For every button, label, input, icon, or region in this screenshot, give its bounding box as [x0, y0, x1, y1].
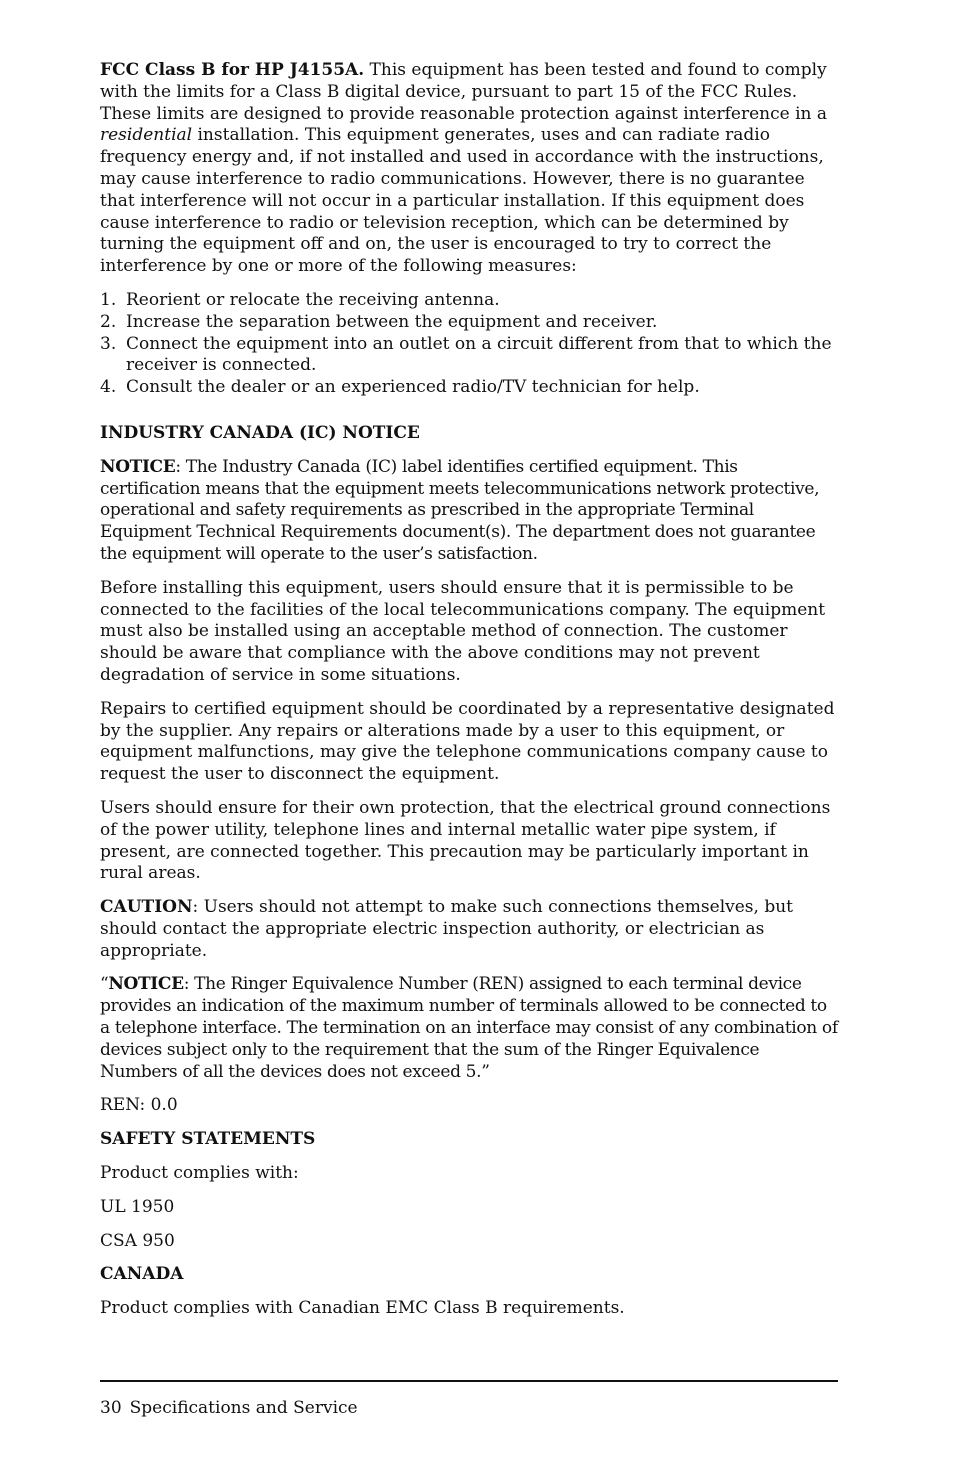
list-text: Reorient or relocate the receiving antenna.	[126, 289, 500, 310]
ren-notice-text: : The Ringer Equivalence Number (REN) assigned to each terminal device provides an indication of the maximum number of terminals allowed to be connected to a telephone interface. The termination on an interface may consist of any combination of devices subject only to the requirement that the sum of the Ringer Equivalence Numbers of all the devices does not exceed 5.”	[100, 974, 838, 1082]
page-number: 30	[100, 1398, 122, 1418]
ic-repairs-paragraph: Repairs to certified equipment should be coordinated by a representative designated by the supplier. Any repairs or alterations made by a user to this equipment, or equipment malfunctions, may give the telephone communications company cause to request the user to disconnect the equipment.	[100, 698, 835, 785]
ic-ground-paragraph: Users should ensure for their own protection, that the electrical ground connections of the power utility, telephone lines and internal metallic water pipe system, if present, are connected together. This precaution may be particularly important in rural areas.	[100, 797, 831, 884]
list-number: 3.	[100, 333, 117, 354]
fcc-paragraph	[100, 60, 838, 278]
canada-text: Product complies with Canadian EMC Class B requirements.	[100, 1298, 625, 1319]
fcc-measures-list	[100, 290, 838, 399]
ic-heading: INDUSTRY CANADA (IC) NOTICE	[100, 422, 420, 443]
ren-value: REN: 0.0	[100, 1095, 178, 1116]
ic-notice-paragraph	[100, 457, 838, 566]
safety-heading: SAFETY STATEMENTS	[100, 1129, 316, 1150]
list-number: 1.	[100, 289, 117, 310]
footer-section-title: Specifications and Service	[129, 1398, 358, 1418]
ic-install-paragraph: Before installing this equipment, users should ensure that it is permissible to be connected to the facilities of the local telecommunications company. The equipment must also be installed using an acceptable method of connection. The customer should be aware that compliance with the above conditions may not prevent degradation of service in some situations.	[100, 577, 826, 685]
footer-divider	[100, 1380, 838, 1382]
canada-heading: CANADA	[100, 1264, 184, 1285]
list-number: 4.	[100, 377, 117, 398]
fcc-text-1: This equipment has been tested and found to comply with the limits for a Class B digital device, pursuant to part 15 of the FCC Rules. These limits are designed to provide reasonable protection against interference in a	[100, 60, 827, 124]
fcc-text-2: installation. This equipment generates, uses and can radiate radio frequency energy and, if not installed and used in accordance with the instructions, may cause interference to radio communications. However, there is no guarantee that interference will not occur in a particular installation. If this equipment does cause interference to radio or television reception, which can be determined by turning the equipment off and on, the user is encouraged to try to correct the interference by one or more of the following measures:	[100, 125, 824, 277]
ren-notice-label: NOTICE	[108, 974, 184, 995]
fcc-heading: FCC Class B for HP J4155A.	[100, 60, 365, 80]
document-page	[100, 60, 838, 1332]
list-item	[100, 377, 838, 399]
fcc-italic-residential: residential	[100, 125, 193, 146]
list-item	[100, 290, 838, 312]
list-text: Connect the equipment into an outlet on a circuit different from that to which the receiver is connected.	[126, 333, 832, 376]
notice-text: : The Industry Canada (IC) label identifies certified equipment. This certification means that the equipment meets telecommunications network protective, operational and safety requirements as prescribed in the appropriate Terminal Equipment Technical Requirements document(s). The department does not guarantee the equipment will operate to the user’s satisfaction.	[100, 456, 820, 564]
list-item	[100, 334, 838, 378]
list-item	[100, 312, 838, 334]
list-text: Increase the separation between the equipment and receiver.	[126, 311, 658, 332]
safety-intro: Product complies with:	[100, 1163, 299, 1184]
safety-item-ul: UL 1950	[100, 1196, 175, 1217]
ren-notice-paragraph	[100, 974, 838, 1083]
list-text: Consult the dealer or an experienced radio/TV technician for help.	[126, 377, 700, 398]
caution-text: : Users should not attempt to make such connections themselves, but should contact the appropriate electric inspection authority, or electrician as appropriate.	[100, 897, 793, 961]
open-quote: “	[100, 974, 109, 995]
page-footer	[100, 1398, 358, 1418]
caution-label: CAUTION	[100, 897, 193, 918]
safety-item-csa: CSA 950	[100, 1230, 175, 1251]
notice-label: NOTICE	[100, 456, 176, 477]
list-number: 2.	[100, 311, 117, 332]
caution-paragraph	[100, 897, 838, 962]
